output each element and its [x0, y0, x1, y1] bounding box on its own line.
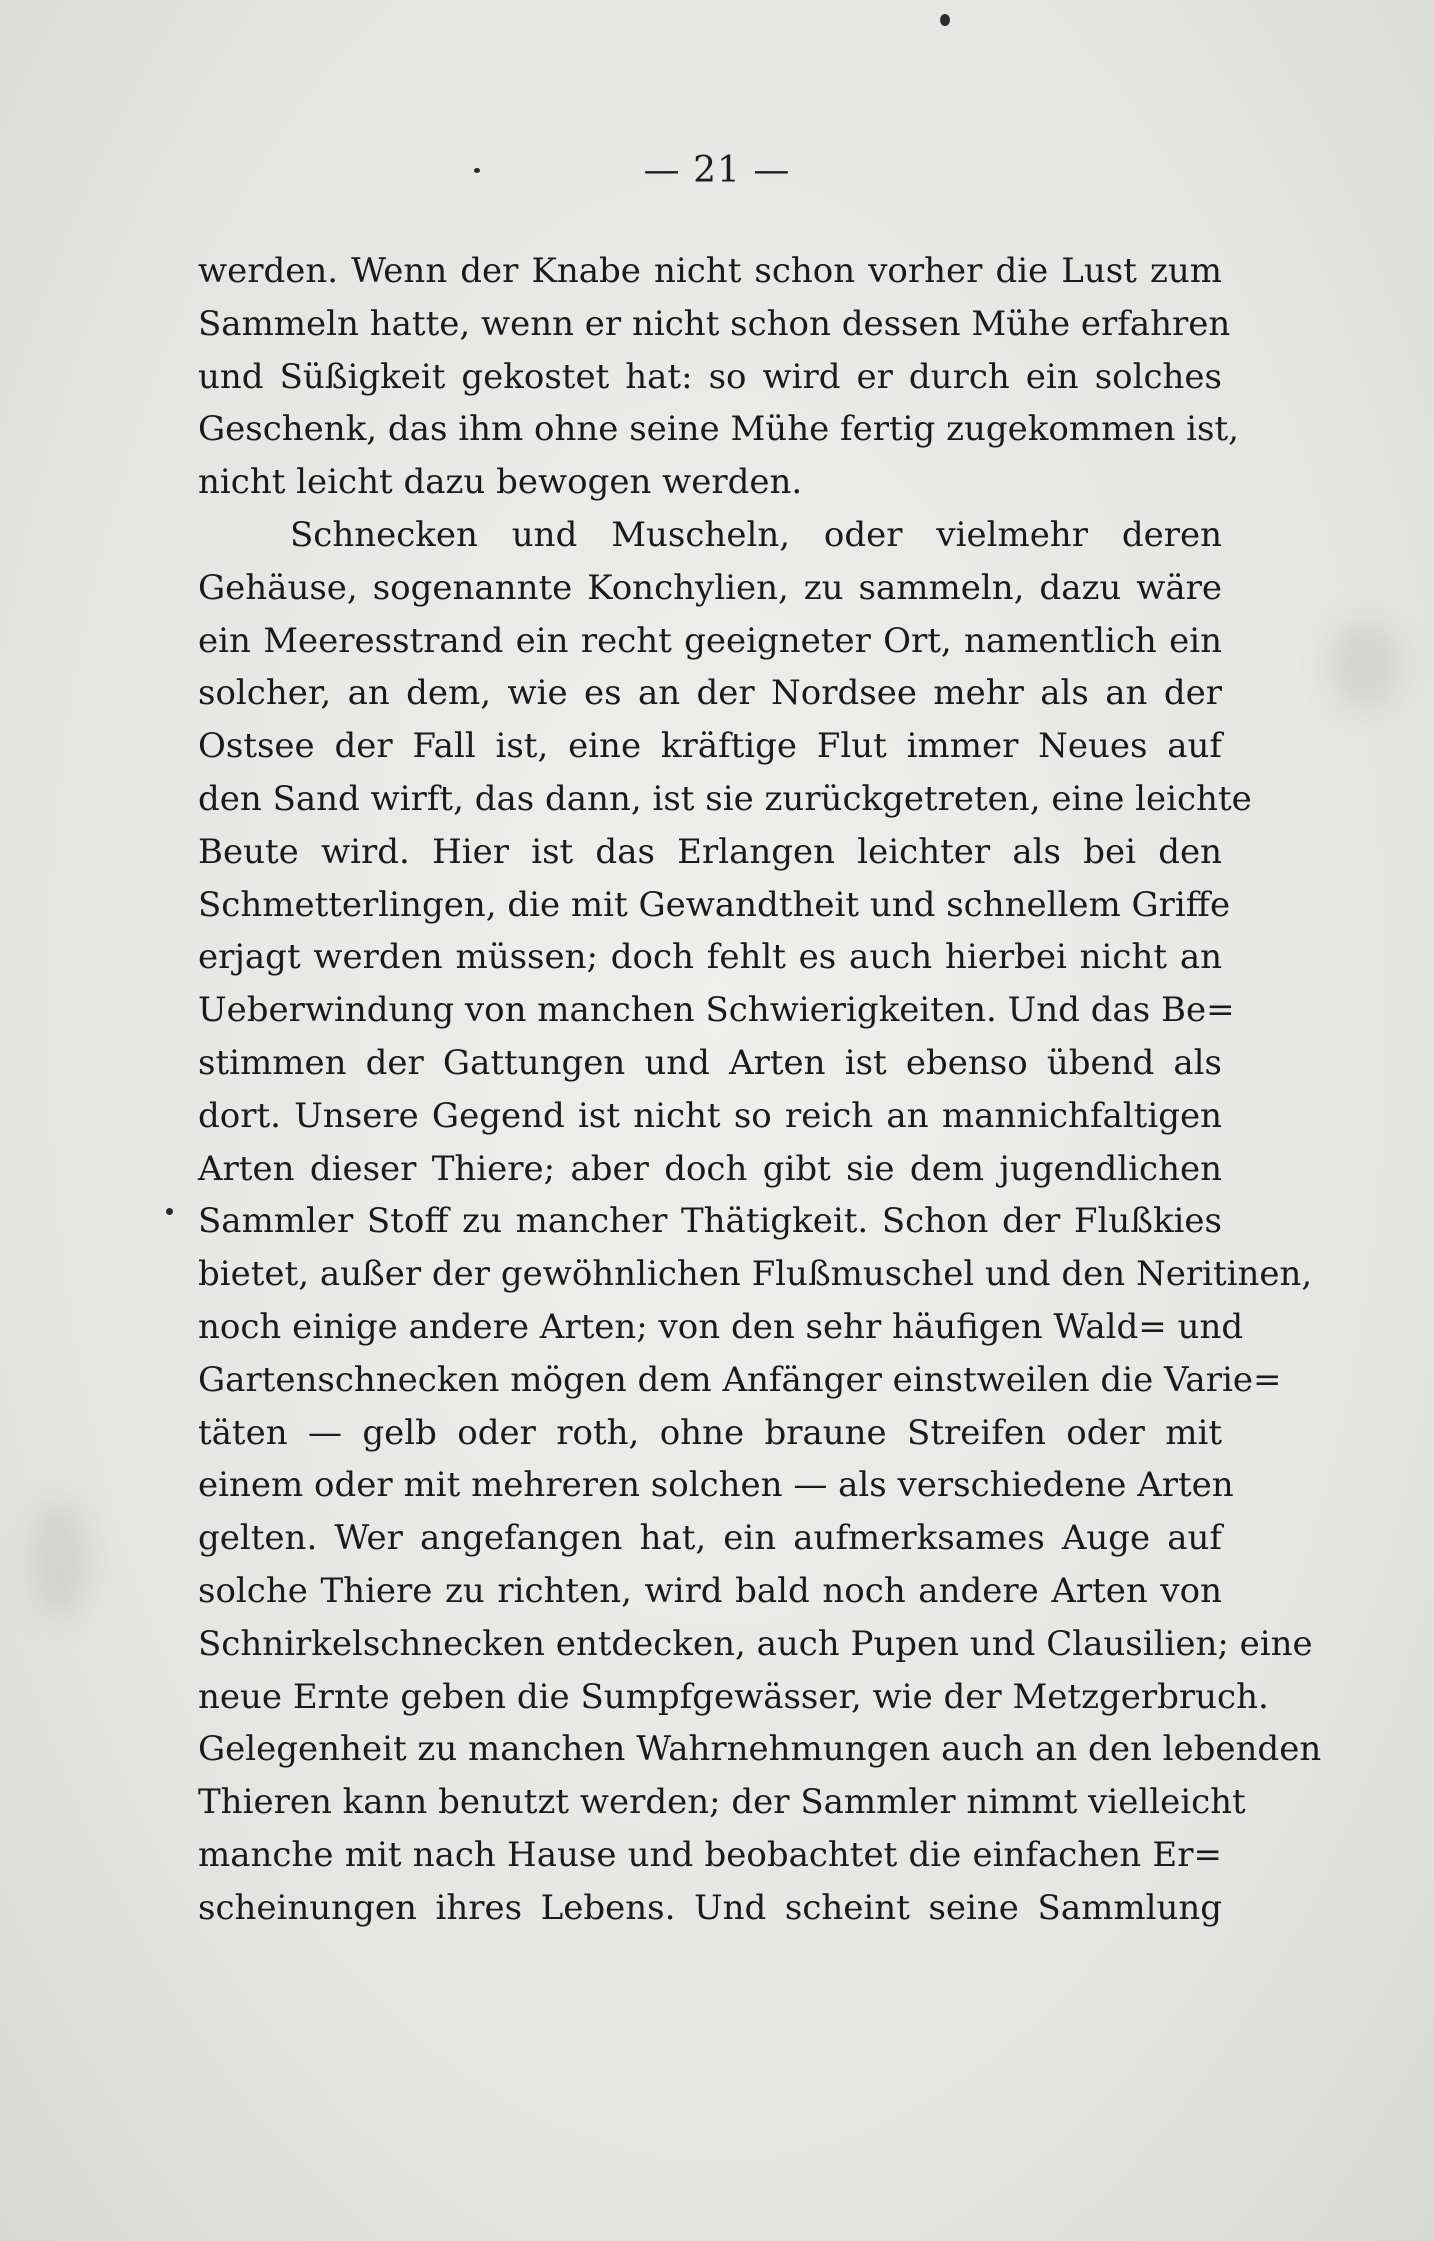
text-line: Ueberwindung von manchen Schwierigkeiten. Und das Be=: [198, 990, 1235, 1031]
text-line: gelten. Wer angefangen hat, ein aufmerksames Auge auf: [198, 1518, 1222, 1559]
ink-speck: [940, 14, 950, 26]
text-line: werden. Wenn der Knabe nicht schon vorher die Lust zum: [198, 251, 1222, 291]
paper-stain: [30, 1500, 90, 1620]
text-line: dort. Unsere Gegend ist nicht so reich an mannichfaltigen: [198, 1095, 1222, 1136]
text-line: und Süßigkeit gekostet hat: so wird er durch ein solches: [198, 356, 1222, 397]
text-line: Sammler Stoff zu mancher Thätigkeit. Schon der Flußkies: [198, 1201, 1222, 1242]
text-line: Thieren kann benutzt werden; der Sammler nimmt vielleicht: [198, 1782, 1246, 1823]
text-line: Gartenschnecken mögen dem Anfänger einstweilen die Varie=: [198, 1359, 1282, 1400]
text-line: einem oder mit mehreren solchen — als verschiedene Arten: [198, 1465, 1234, 1506]
text-line: Schnecken und Muscheln, oder vielmehr deren: [290, 514, 1222, 555]
text-line: Geschenk, das ihm ohne seine Mühe fertig zugekommen ist,: [198, 409, 1239, 450]
text-line: erjagt werden müssen; doch fehlt es auch hierbei nicht an: [198, 937, 1222, 978]
text-line: Schmetterlingen, die mit Gewandtheit und schnellem Griffe: [198, 884, 1231, 925]
text-line: Gehäuse, sogenannte Konchylien, zu sammeln, dazu wäre: [198, 567, 1222, 608]
text-line: scheinungen ihres Lebens. Und scheint seine Sammlung: [198, 1887, 1222, 1928]
text-line: Schnirkelschnecken entdecken, auch Pupen und Clausilien; eine: [198, 1623, 1313, 1664]
text-line: Arten dieser Thiere; aber doch gibt sie dem jugendlichen: [198, 1148, 1222, 1189]
text-line: Gelegenheit zu manchen Wahrnehmungen auch an den lebenden: [198, 1729, 1322, 1770]
text-line: manche mit nach Hause und beobachtet die einfachen Er=: [198, 1834, 1222, 1875]
text-line: stimmen der Gattungen und Arten ist ebenso übend als: [198, 1042, 1222, 1083]
ink-speck: [166, 1208, 173, 1215]
text-line: täten — gelb oder roth, ohne braune Streifen oder mit: [198, 1412, 1222, 1453]
text-line: neue Ernte geben die Sumpfgewässer, wie der Metzgerbruch.: [198, 1676, 1269, 1717]
text-line: solche Thiere zu richten, wird bald noch andere Arten von: [198, 1570, 1222, 1611]
text-line: Beute wird. Hier ist das Erlangen leichter als bei den: [198, 831, 1222, 872]
page-number: — 21 —: [643, 150, 791, 191]
text-line: Sammeln hatte, wenn er nicht schon dessen Mühe erfahren: [198, 303, 1231, 344]
text-line: Ostsee der Fall ist, eine kräftige Flut immer Neues auf: [198, 726, 1222, 767]
text-line: ein Meeresstrand ein recht geeigneter Ort, namentlich ein: [198, 620, 1222, 661]
body-text: [198, 245, 1322, 1935]
text-line: den Sand wirft, das dann, ist sie zurückgetreten, eine leichte: [198, 778, 1252, 819]
text-line: solcher, an dem, wie es an der Nordsee mehr als an der: [198, 673, 1222, 714]
paper-stain: [1330, 620, 1400, 710]
text-line: bietet, außer der gewöhnlichen Flußmuschel und den Neritinen,: [198, 1254, 1313, 1295]
text-line: nicht leicht dazu bewogen werden.: [198, 462, 803, 503]
text-line: noch einige andere Arten; von den sehr häufigen Wald= und: [198, 1306, 1244, 1347]
